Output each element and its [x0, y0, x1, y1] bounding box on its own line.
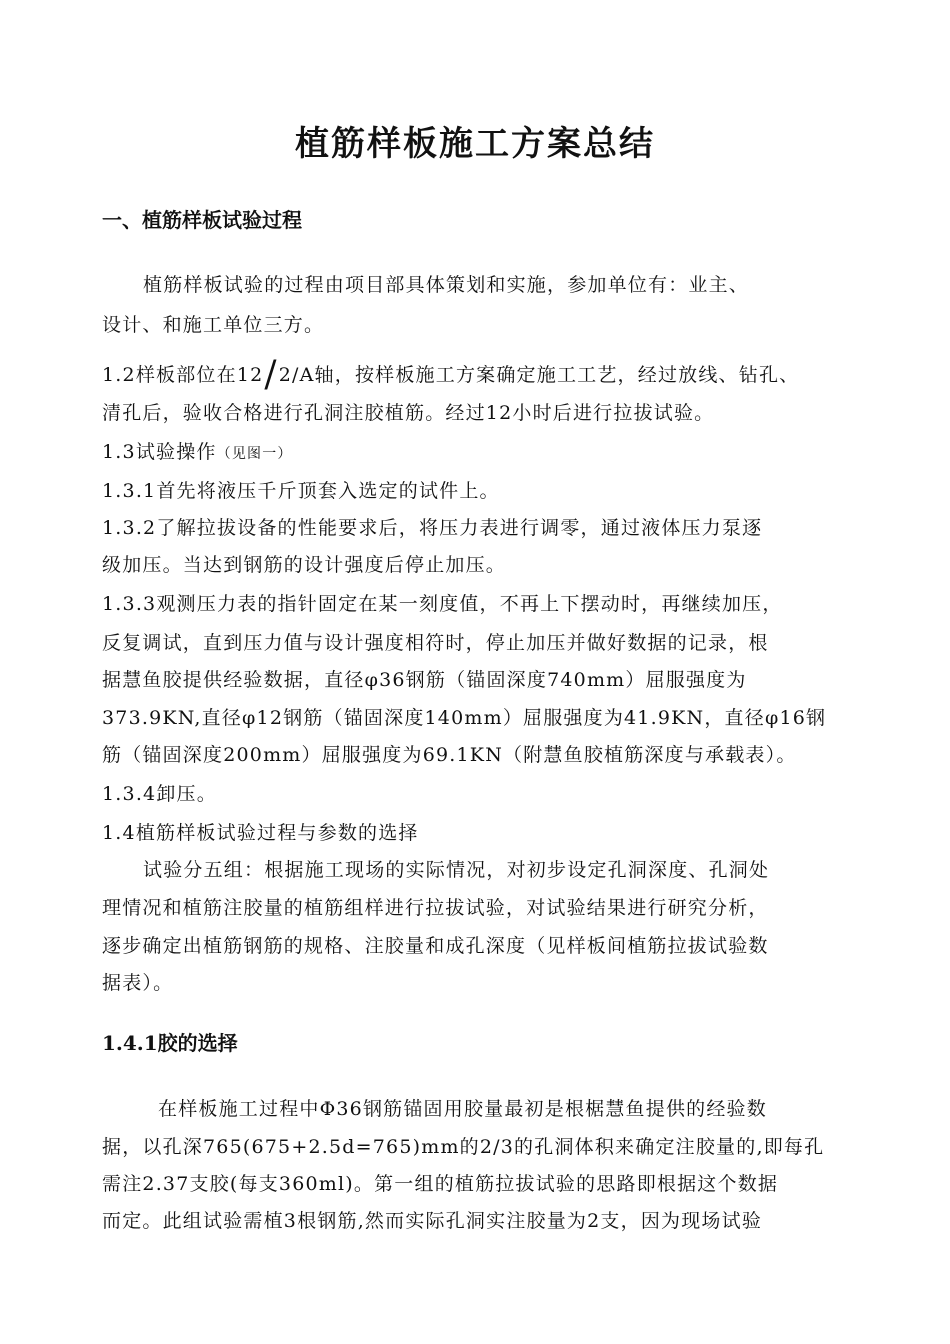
paragraph-2-text-b: 2/A轴，按样板施工方案确定施工工艺，经过放线、钻孔、 [278, 364, 800, 386]
paragraph-3 [102, 437, 293, 464]
paragraph-4: 1.3.1首先将液压千斤顶套入选定的试件上。 [102, 480, 500, 502]
paragraph-10-line-1: 在样板施工过程中Φ36钢筋锚固用胶量最初是根椐慧鱼提供的经验数 [158, 1098, 767, 1120]
paragraph-5-line-1: 1.3.2了解拉拔设备的性能要求后，将压力表进行调零，通过液体压力泵逐 [102, 517, 763, 539]
paragraph-2-text-a: 1.2样板部位在12 [102, 364, 264, 386]
paragraph-10-line-3: 需注2.37支胶(每支360ml)。第一组的植筋拉拔试验的思路即根据这个数据 [102, 1173, 779, 1195]
paragraph-9-line-1: 试验分五组：根据施工现场的实际情况，对初步设定孔洞深度、孔洞处 [143, 859, 770, 881]
paragraph-7: 1.3.4卸压。 [102, 783, 217, 805]
paragraph-10-line-4: 而定。此组试验需植3根钢筋,然而实际孔洞实注胶量为2支，因为现场试验 [102, 1210, 763, 1232]
paragraph-10-line-2: 据，以孔深765(675+2.5d=765)mm的2/3的孔洞体积来确定注胶量的,即每孔 [102, 1136, 825, 1158]
paragraph-3-note: （见图一） [216, 446, 293, 462]
paragraph-6-line-5: 筋（锚固深度200mm）屈服强度为69.1KN（附慧鱼胶植筋深度与承载表）。 [102, 744, 797, 766]
page-title: 植筋样板施工方案总结 [295, 124, 655, 164]
paragraph-6-line-2: 反复调试，直到压力值与设计强度相符时，停止加压并做好数据的记录，根 [102, 632, 769, 654]
paragraph-1-line-2: 设计、和施工单位三方。 [102, 314, 325, 336]
paragraph-5-line-2: 级加压。当达到钢筋的设计强度后停止加压。 [102, 554, 507, 576]
paragraph-9-line-3: 逐步确定出植筋钢筋的规格、注胶量和成孔深度（见样板间植筋拉拔试验数 [102, 935, 769, 957]
paragraph-2-line-2: 清孔后，验收合格进行孔洞注胶植筋。经过12小时后进行拉拔试验。 [102, 402, 715, 424]
paragraph-2-slash: / [264, 354, 278, 395]
section-heading-1-4-1: 1.4.1胶的选择 [102, 1031, 238, 1055]
paragraph-8: 1.4植筋样板试验过程与参数的选择 [102, 822, 419, 844]
section-heading-1: 一、植筋样板试验过程 [102, 208, 302, 232]
paragraph-9-line-4: 据表）。 [102, 972, 174, 994]
paragraph-2-line-1 [102, 354, 800, 395]
paragraph-1-line-1: 植筋样板试验的过程由项目部具体策划和实施，参加单位有：业主、 [143, 274, 750, 296]
paragraph-6-line-3: 据慧鱼胶提供经验数据，直径φ36钢筋（锚固深度740mm）屈服强度为 [102, 669, 747, 691]
paragraph-6-line-1: 1.3.3观测压力表的指针固定在某一刻度值，不再上下摆动时，再继续加压， [102, 593, 783, 615]
paragraph-3-main: 1.3试验操作 [102, 441, 217, 463]
paragraph-6-line-4: 373.9KN,直径φ12钢筋（锚固深度140mm）屈服强度为41.9KN，直径φ16钢 [102, 707, 827, 729]
paragraph-9-line-2: 理情况和植筋注胶量的植筋组样进行拉拔试验，对试验结果进行研究分析， [102, 897, 769, 919]
